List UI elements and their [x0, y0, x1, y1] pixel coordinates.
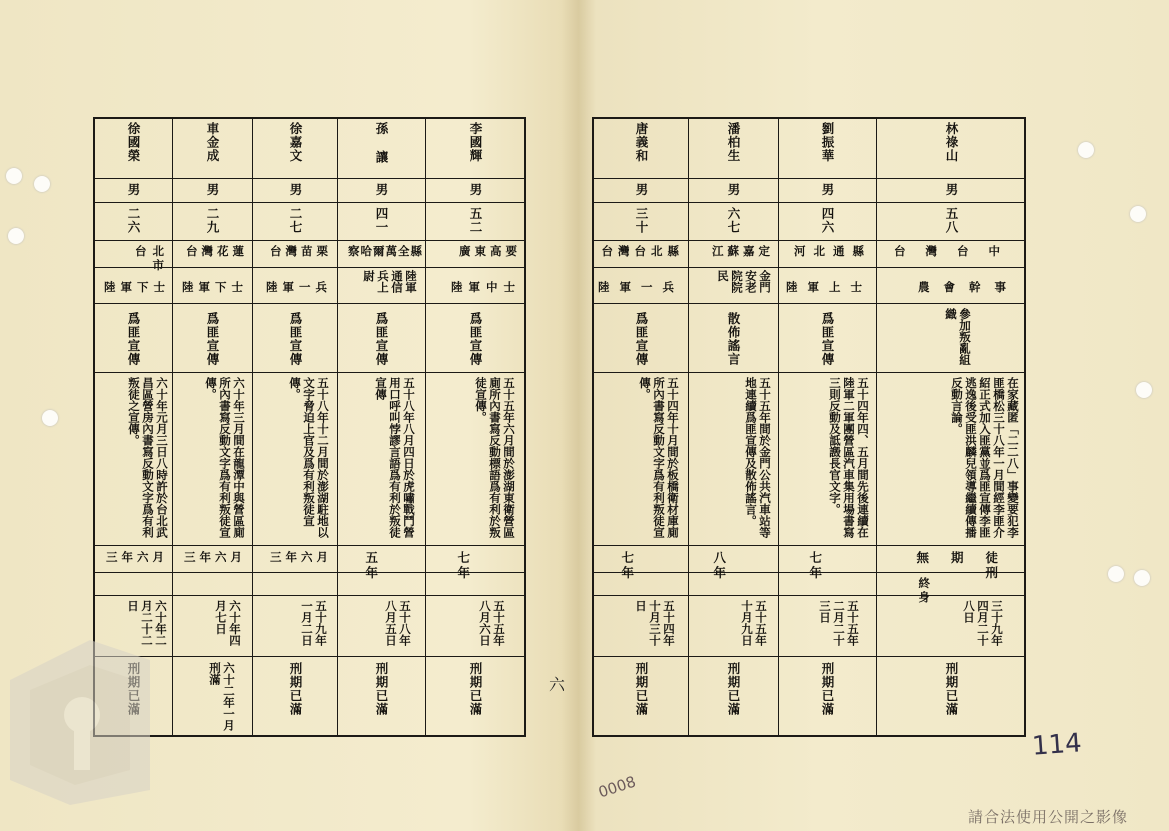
record-charge: 參加叛亂組織	[944, 308, 972, 366]
record-release: 五十五年八月六日	[478, 600, 506, 646]
record-name: 林祿山	[944, 122, 959, 163]
record-sentence: 七年	[809, 550, 872, 580]
record-name: 唐義和	[634, 122, 649, 163]
record-age: 二九	[205, 207, 220, 234]
record-facts: 五十四年十月間於板橋衛材庫廁所內書寫反動文字爲有利叛徒宣傳。	[638, 377, 680, 538]
record-unit: 陸軍中士	[451, 280, 521, 294]
punch-hole	[34, 176, 50, 192]
record-sentence: 七年	[621, 550, 684, 580]
stamp-number: 0008	[596, 772, 639, 802]
record-release: 五十五年十月九日	[740, 600, 768, 646]
record-status: 刑期已滿	[468, 662, 483, 716]
record-status: 刑期已滿	[634, 662, 649, 716]
record-native: 河北通縣	[794, 244, 872, 258]
record-facts: 在家藏匿「二二八」事變要犯李匪橋松三十八年一月間經李匪介紹正式加入匪黨並爲匪宣傳李匪逃逸後受匪洪麟兒領導繼續傳播反動言論。	[950, 377, 1020, 538]
record-sex: 男	[205, 183, 220, 197]
record-charge: 爲匪宣傳	[374, 312, 389, 366]
record-age: 五二	[468, 207, 483, 234]
page-number: 六	[549, 675, 566, 694]
record-name: 劉振華	[820, 122, 835, 163]
record-unit: 農會幹事	[918, 280, 1020, 294]
record-sex: 男	[126, 183, 141, 197]
record-release: 五十五年二月二十三日	[818, 600, 860, 646]
record-sentence: 三年六月	[106, 550, 168, 564]
record-release: 五十四年十月三十日	[634, 600, 676, 646]
record-sentence: 七年	[457, 550, 520, 580]
record-age: 二六	[126, 207, 141, 234]
record-native: 江蘇嘉定	[712, 244, 774, 258]
record-sex: 男	[634, 183, 649, 197]
record-facts: 五十五年六月間於澎湖東衛營區廁所內書寫反動標語爲有利於叛徒宣傳。	[474, 377, 516, 538]
record-facts: 五十八年八月四日於虎嘯戰鬥營用口呼叫悖謬言語爲有利於叛徒宣傳	[374, 377, 416, 538]
record-unit: 陸軍上士	[786, 280, 872, 294]
punch-hole	[1078, 142, 1094, 158]
record-charge: 爲匪宣傳	[126, 312, 141, 366]
record-native: 台灣台中	[894, 244, 1020, 258]
archive-watermark-logo	[0, 620, 160, 810]
record-name: 徐嘉文	[288, 122, 303, 163]
record-charge: 爲匪宣傳	[468, 312, 483, 366]
record-sex: 男	[374, 183, 389, 197]
record-charge: 爲匪宣傳	[288, 312, 303, 366]
record-facts: 六十年三月間在龍潭中與營區廁所內書寫反動文字爲有利叛徒宣傳。	[204, 377, 246, 538]
record-release: 五十九年一月二日	[300, 600, 328, 646]
record-release: 六十年四月七日	[214, 600, 242, 646]
handwritten-folio-number: 114	[1031, 728, 1083, 762]
record-sex: 男	[726, 183, 741, 197]
record-charge: 爲匪宣傳	[205, 312, 220, 366]
record-status: 刑期已滿	[726, 662, 741, 716]
record-status: 刑期已滿	[374, 662, 389, 716]
record-native: 察哈爾萬全縣	[348, 244, 423, 258]
record-native: 台灣苗栗	[270, 244, 332, 258]
record-name: 潘柏生	[726, 122, 741, 163]
record-unit: 陸軍一兵	[266, 280, 332, 294]
record-sex: 男	[820, 183, 835, 197]
record-sentence: 五年	[365, 550, 418, 580]
record-age: 四一	[374, 207, 389, 234]
record-native: 台灣花蓮	[186, 244, 248, 258]
record-sentence: 三年六月	[270, 550, 332, 564]
record-name: 李國輝	[468, 122, 483, 163]
record-age: 四六	[820, 207, 835, 234]
record-sentence: 八年	[713, 550, 774, 580]
punch-hole	[1134, 570, 1150, 586]
punch-hole	[8, 228, 24, 244]
record-unit: 陸軍下士	[104, 280, 170, 294]
record-age: 五八	[944, 207, 959, 234]
record-age: 二七	[288, 207, 303, 234]
punch-hole	[1130, 206, 1146, 222]
record-name: 徐國榮	[126, 122, 141, 163]
record-charge: 爲匪宣傳	[634, 312, 649, 366]
record-native: 廣東高要	[459, 244, 521, 258]
punch-hole	[1136, 382, 1152, 398]
record-facts: 五十五年間於金門公共汽車站等地連續爲匪宣傳及散佈謠言。	[744, 377, 772, 538]
punch-hole	[1108, 566, 1124, 582]
record-release: 三十九年四月二十八日	[962, 600, 1004, 646]
record-unit: 陸軍通信兵上尉	[362, 270, 418, 293]
record-status: 刑期已滿	[820, 662, 835, 716]
record-unit: 陸軍下士	[182, 280, 248, 294]
record-unit: 金門安老院院民	[716, 270, 772, 293]
record-status: 六十二年一月刑滿	[208, 662, 236, 731]
record-age: 六七	[726, 207, 741, 234]
record-sex: 男	[944, 183, 959, 197]
usage-notice: 請合法使用公開之影像	[968, 808, 1129, 826]
record-facts: 五十四年四、五月間先後連續在陸軍二軍團營區汽車集用場書寫三則反動及詆譭長官文字。	[828, 377, 870, 538]
record-native: 台灣台北縣	[601, 244, 684, 258]
record-facts: 五十八年十二月間於澎湖駐地以文字脅迫上官及爲有利叛徒宣傳。	[288, 377, 330, 538]
record-status: 刑期已滿	[944, 662, 959, 716]
record-release: 五十八年八月五日	[384, 600, 412, 646]
record-charge: 爲匪宣傳	[820, 312, 835, 366]
record-sentence: 三年六月	[184, 550, 246, 564]
punch-hole	[6, 168, 22, 184]
record-charge: 散佈謠言	[726, 312, 741, 366]
record-age: 三十	[634, 207, 649, 234]
record-sentence-note: 終身	[918, 576, 1020, 604]
record-name: 車金成	[205, 122, 220, 163]
record-sex: 男	[468, 183, 483, 197]
punch-hole	[42, 410, 58, 426]
record-sex: 男	[288, 183, 303, 197]
record-unit: 陸軍一兵	[598, 280, 684, 294]
record-facts: 六十年元月三日八時許於台北武昌區營房內書寫反動文字爲有利叛徒之宣傳。	[127, 377, 169, 538]
record-status: 刑期已滿	[288, 662, 303, 716]
record-sentence: 無期徒刑	[916, 550, 1020, 580]
record-release: 六十年二月二十二日	[126, 600, 168, 646]
record-name: 孫讓	[374, 122, 389, 179]
record-native: 台北市	[135, 244, 170, 272]
